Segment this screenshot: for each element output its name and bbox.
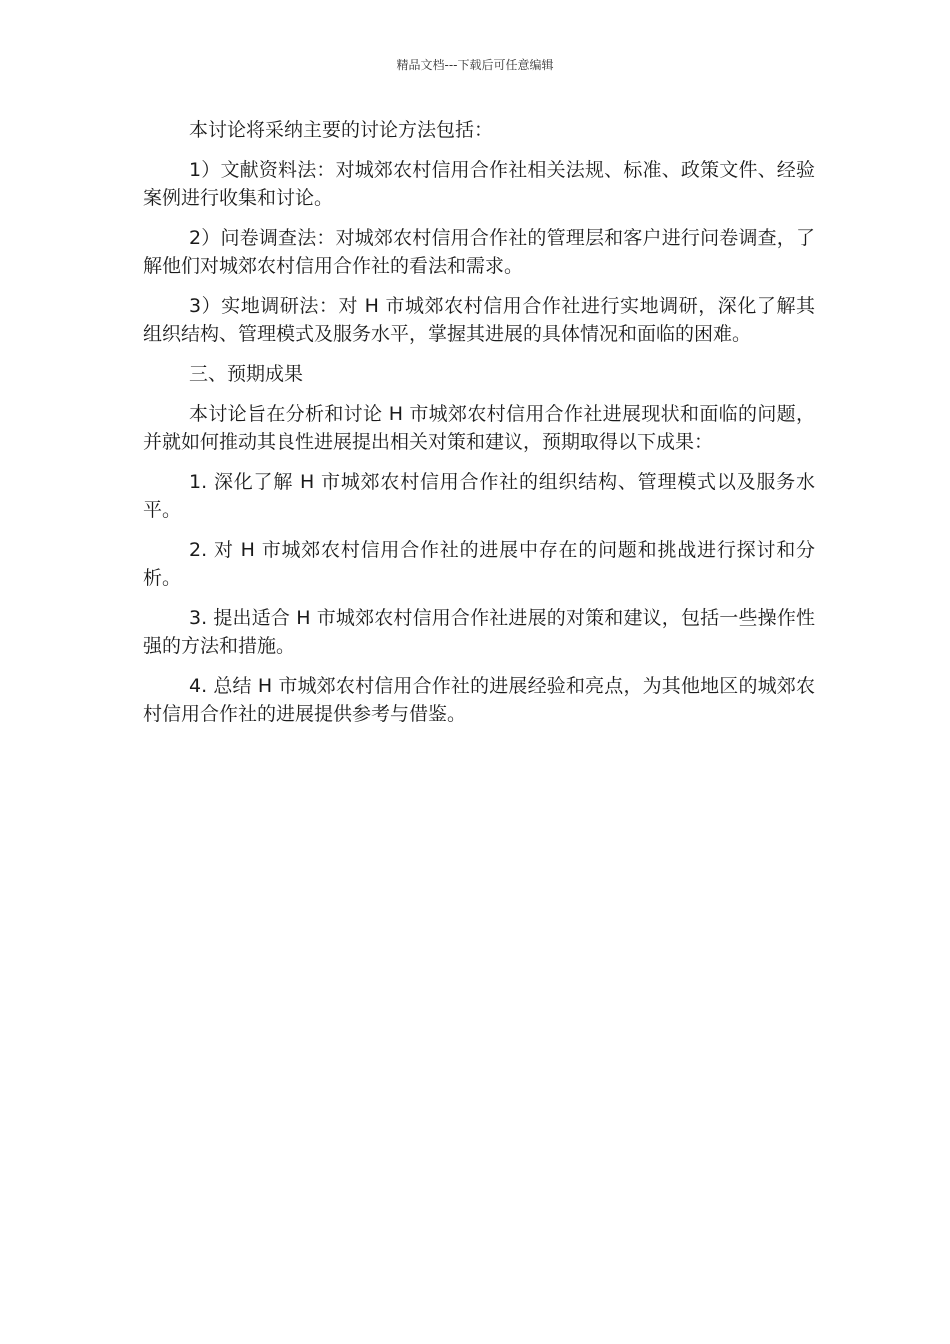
page-header: 精品文档---下载后可任意编辑 (396, 58, 554, 72)
result-item-1: 1. 深化了解 H 市城郊农村信用合作社的组织结构、管理模式以及服务水平。 (143, 471, 815, 521)
method-survey-paragraph: 2）问卷调查法：对城郊农村信用合作社的管理层和客户进行问卷调查，了解他们对城郊农村信用合作社的看法和需求。 (143, 227, 815, 277)
intro-paragraph: 本讨论将采纳主要的讨论方法包括： (189, 119, 494, 141)
section-heading: 三、预期成果 (189, 363, 304, 385)
result-item-3: 3. 提出适合 H 市城郊农村信用合作社进展的对策和建议，包括一些操作性强的方法和措施。 (143, 607, 815, 657)
result-item-4: 4. 总结 H 市城郊农村信用合作社的进展经验和亮点，为其他地区的城郊农村信用合作社的进展提供参考与借鉴。 (143, 675, 815, 725)
method-literature-paragraph: 1）文献资料法：对城郊农村信用合作社相关法规、标准、政策文件、经验案例进行收集和讨论。 (143, 159, 815, 209)
result-item-2: 2. 对 H 市城郊农村信用合作社的进展中存在的问题和挑战进行探讨和分析。 (143, 539, 815, 589)
method-fieldwork-paragraph: 3）实地调研法：对 H 市城郊农村信用合作社进行实地调研，深化了解其组织结构、管理模式及服务水平，掌握其进展的具体情况和面临的困难。 (143, 295, 815, 345)
document-body (143, 116, 815, 740)
expected-results-intro: 本讨论旨在分析和讨论 H 市城郊农村信用合作社进展现状和面临的问题，并就如何推动其良性进展提出相关对策和建议，预期取得以下成果： (143, 403, 815, 453)
